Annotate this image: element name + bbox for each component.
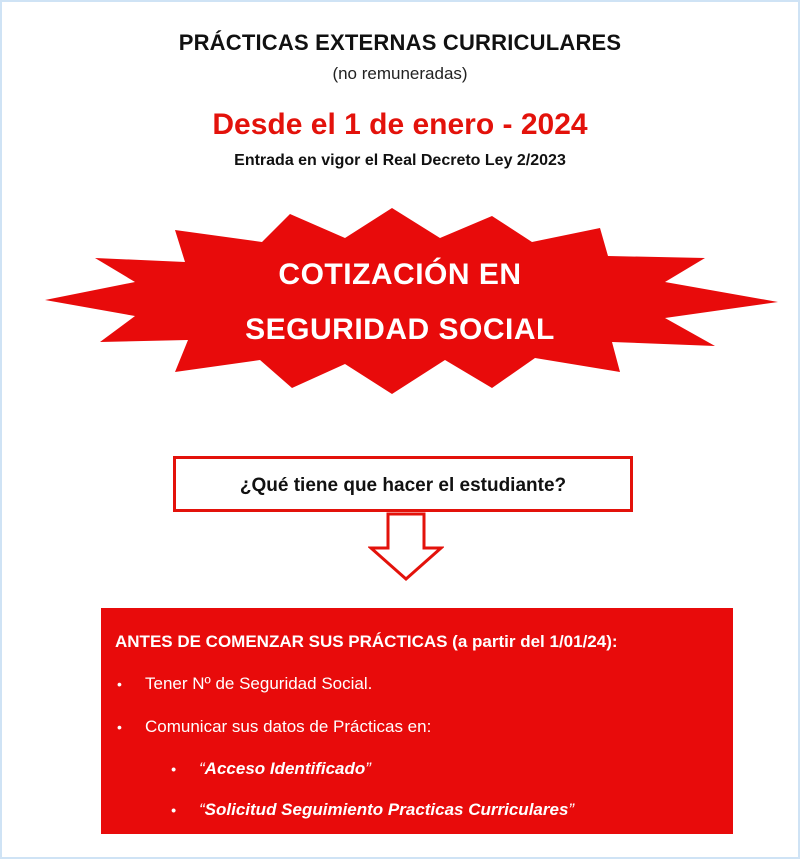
burst-line-2: SEGURIDAD SOCIAL: [245, 313, 555, 346]
bullet-icon: •: [171, 802, 176, 818]
down-arrow-icon: [368, 512, 444, 582]
page-title: PRÁCTICAS EXTERNAS CURRICULARES: [178, 30, 622, 55]
sub-list-item-text: Solicitud Seguimiento Practicas Curriculares: [204, 800, 569, 819]
question-text: ¿Qué tiene que hacer el estudiante?: [239, 475, 567, 496]
open-quote: “: [199, 759, 205, 778]
sub-list-item-text: Acceso Identificado: [204, 759, 366, 778]
list-item: [117, 717, 431, 737]
sub-list-item: [171, 800, 574, 820]
starburst-shape: [0, 200, 800, 400]
decree-line: Entrada en vigor el Real Decreto Ley 2/2023: [234, 152, 566, 169]
sub-list-item: [171, 759, 371, 779]
date-heading: Desde el 1 de enero - 2024: [212, 108, 588, 141]
list-item-text: Tener Nº de Seguridad Social.: [145, 674, 373, 693]
page-subtitle: (no remuneradas): [332, 64, 468, 83]
open-quote: “: [199, 800, 205, 819]
close-quote: ”: [568, 800, 575, 819]
bullet-icon: •: [117, 676, 122, 692]
bullet-icon: •: [171, 761, 176, 777]
list-item-text: Comunicar sus datos de Prácticas en:: [145, 717, 432, 736]
panel-heading: ANTES DE COMENZAR SUS PRÁCTICAS (a partir del 1/01/24):: [115, 632, 618, 651]
question-box: [173, 456, 633, 512]
burst-line-1: COTIZACIÓN EN: [278, 258, 522, 291]
bullet-icon: •: [117, 719, 122, 735]
close-quote: ”: [365, 759, 371, 778]
list-item: [117, 674, 372, 694]
instructions-panel: [101, 608, 733, 834]
